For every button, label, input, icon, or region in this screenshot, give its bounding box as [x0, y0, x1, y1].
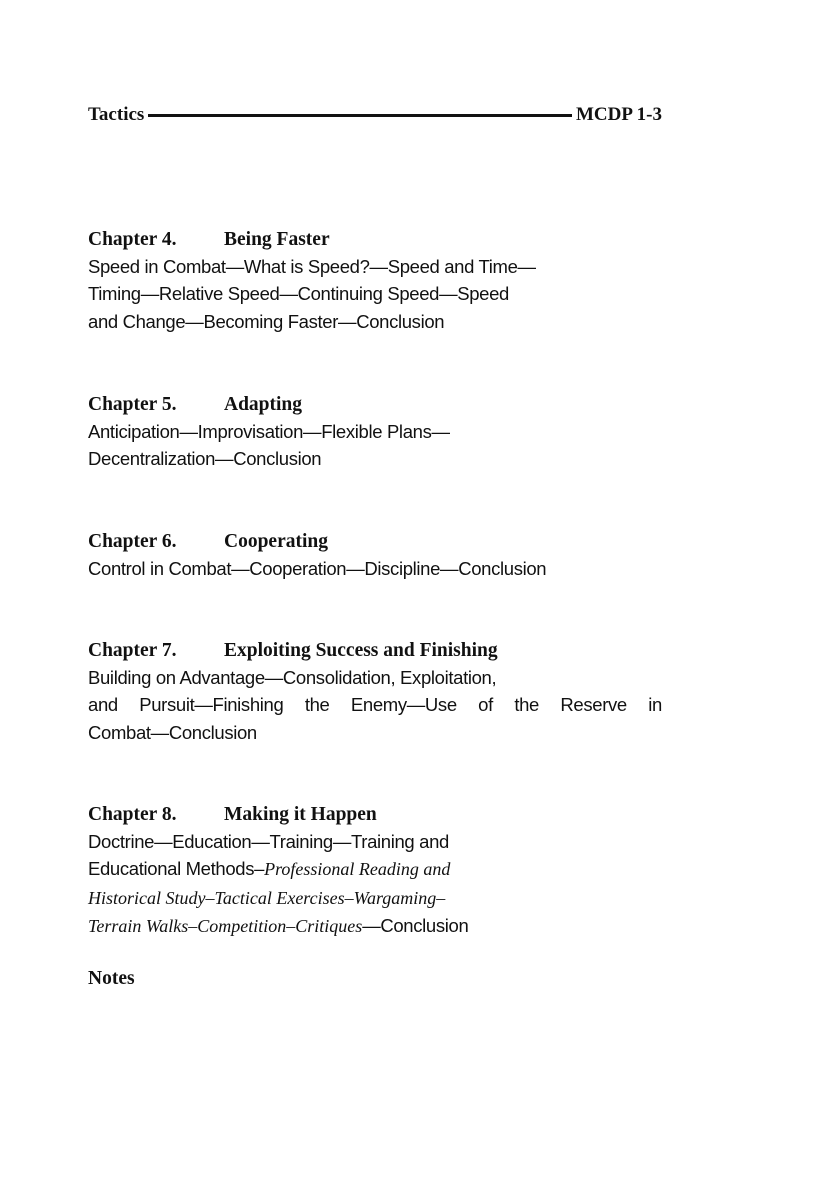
chapter-heading [88, 391, 662, 418]
chapter-contents [88, 253, 662, 335]
chapter-heading [88, 637, 662, 664]
chapter-8-entry [88, 801, 662, 940]
chapter-title: Being Faster [224, 229, 330, 250]
contents-line: Combat—Conclusion [88, 721, 257, 743]
contents-italic-text: Terrain Walks–Competition–Critiques [88, 915, 363, 936]
contents-text: Educational Methods– [88, 858, 265, 880]
chapter-7-entry [88, 637, 662, 746]
contents-line: Decentralization—Conclusion [88, 448, 322, 470]
chapter-contents [88, 418, 662, 473]
chapter-contents [88, 828, 662, 940]
header-publication-number: MCDP 1-3 [575, 104, 662, 125]
chapter-5-entry [88, 391, 662, 473]
contents-text: —Conclusion [362, 914, 469, 936]
contents-line: and Change—Becoming Faster—Conclusion [88, 310, 445, 332]
chapter-number: Chapter 4. [88, 229, 177, 250]
chapter-title: Adapting [224, 394, 303, 415]
running-header [88, 102, 662, 128]
contents-line: Speed in Combat—What is Speed?—Speed and Time— [88, 256, 536, 277]
chapter-number: Chapter 8. [88, 804, 177, 825]
chapter-title: Making it Happen [224, 804, 377, 825]
chapter-number: Chapter 5. [88, 394, 177, 415]
chapter-heading [88, 528, 662, 555]
header-rule [148, 114, 572, 117]
contents-line: and Pursuit—Finishing the Enemy—Use of the Reserve in [88, 694, 662, 716]
chapter-6-entry [88, 528, 662, 582]
chapter-4-entry [88, 226, 662, 335]
header-book-title: Tactics [88, 104, 145, 125]
contents-italic-text: Historical Study–Tactical Exercises–Wargaming– [88, 887, 446, 908]
contents-line: Timing—Relative Speed—Continuing Speed—Speed [88, 283, 509, 305]
chapter-title: Exploiting Success and Finishing [224, 640, 498, 661]
chapter-contents [88, 555, 662, 582]
contents-line [88, 855, 662, 883]
chapter-number: Chapter 7. [88, 640, 177, 661]
contents-line [88, 912, 662, 940]
contents-italic-text: Professional Reading and [264, 859, 451, 880]
contents-line: Building on Advantage—Consolidation, Exploitation, [88, 667, 497, 688]
contents-line [88, 884, 662, 912]
notes-heading: Notes [88, 968, 135, 989]
chapter-contents [88, 664, 662, 746]
contents-line: Control in Combat—Cooperation—Discipline—Conclusion [88, 558, 547, 579]
contents-line: Anticipation—Improvisation—Flexible Plans— [88, 421, 450, 442]
chapter-title: Cooperating [224, 531, 328, 552]
chapter-number: Chapter 6. [88, 531, 177, 552]
chapter-heading [88, 226, 662, 253]
chapter-heading [88, 801, 662, 828]
contents-line: Doctrine—Education—Training—Training and [88, 831, 449, 852]
